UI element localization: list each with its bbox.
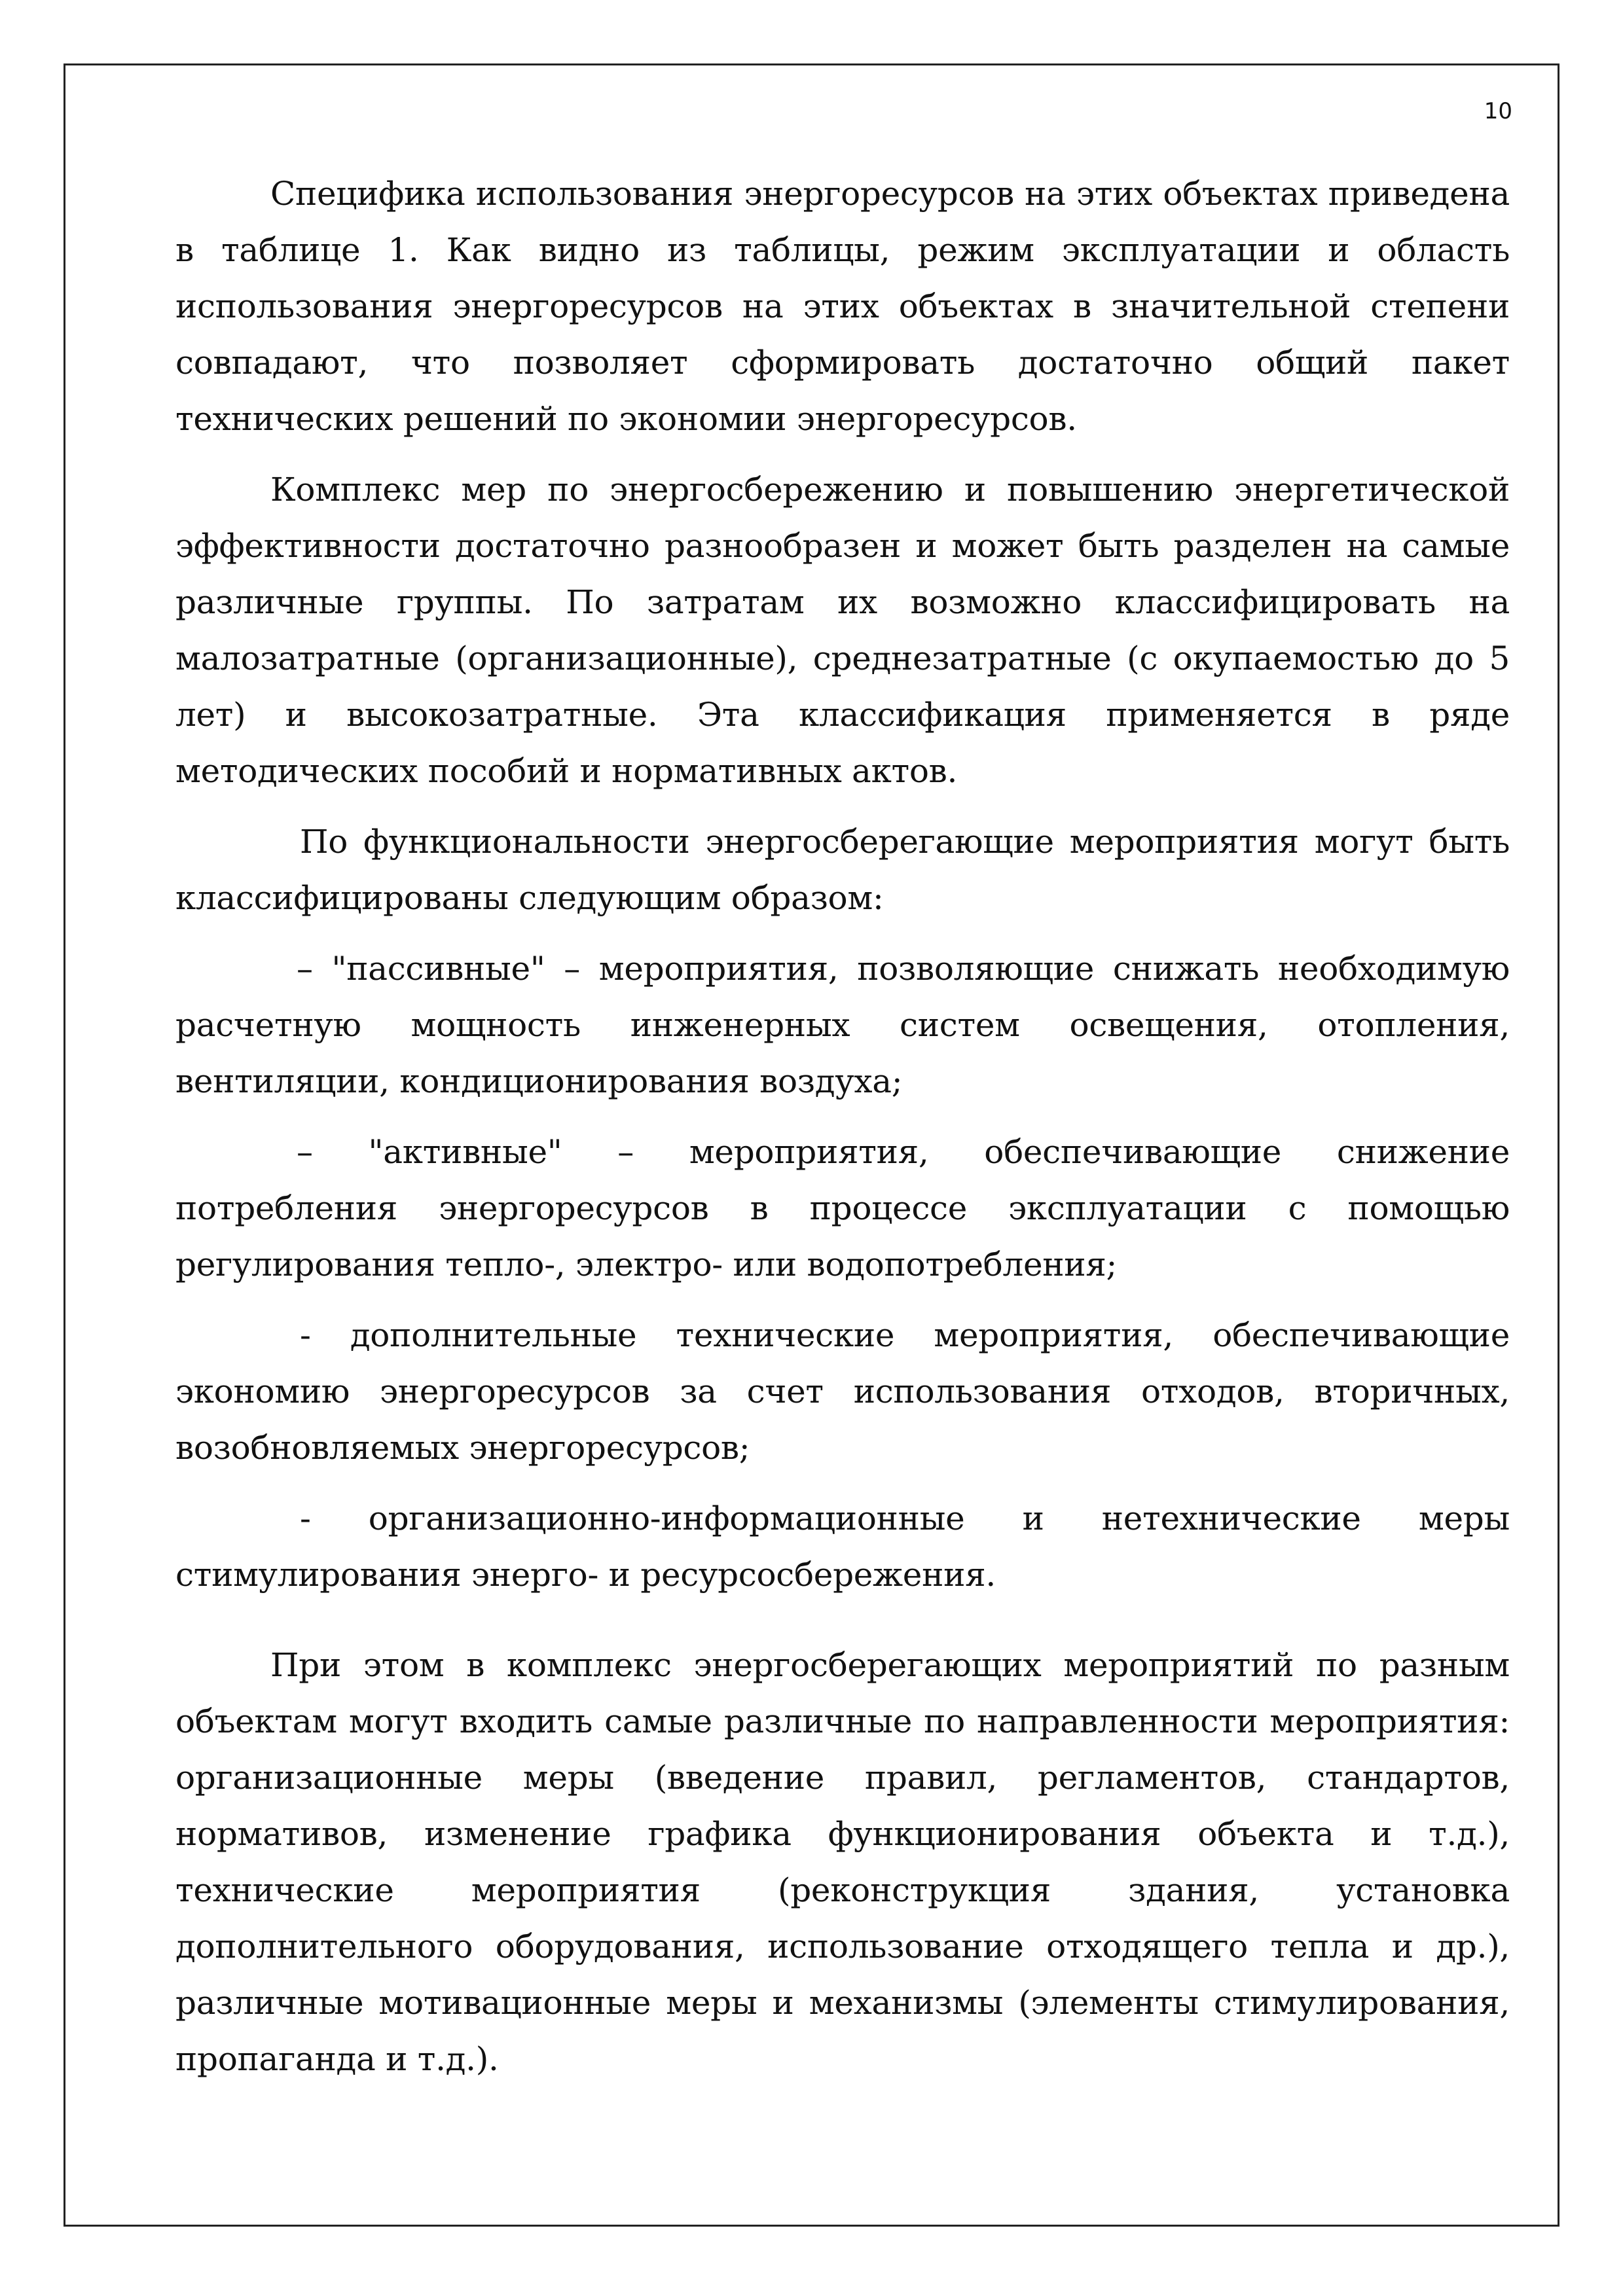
list-item-organizational: - организационно-информационные и нетехнические меры стимулирования энерго- и ресурсосбережения. — [175, 1499, 1510, 1594]
paragraph-functional-classification: По функциональности энергосберегающие мероприятия могут быть классифицированы следующим образом: — [175, 823, 1510, 917]
list-item-additional-technical: - дополнительные технические мероприятия, обеспечивающие экономию энергоресурсов за счет использования отходов, вторичных, возобновляемых энергоресурсов; — [175, 1316, 1510, 1467]
paragraph-energy-specifics: Специфика использования энергоресурсов на этих объектах приведена в таблице 1. Как видно из таблицы, режим эксплуатации и область использования энергоресурсов на этих объектах в значительной степени совпадают, что позволяет сформировать достаточно общий пакет технических решений по экономии энергоресурсов. — [175, 175, 1510, 438]
list-item-active: – "активные" – мероприятия, обеспечивающие снижение потребления энергоресурсов в процессе эксплуатации с помощью регулирования тепло-, электро- или водопотребления; — [175, 1133, 1510, 1283]
document-body — [175, 166, 1510, 2102]
paragraph-measures-complex: Комплекс мер по энергосбережению и повышению энергетической эффективности достаточно разнообразен и может быть разделен на самые различные группы. По затратам их возможно классифицировать на малозатратные (организационные), среднезатратные (с окупаемостью до 5 лет) и высокозатратные. Эта классификация применяется в ряде методических пособий и нормативных актов. — [175, 471, 1510, 790]
paragraph-measures-directions: При этом в комплекс энергосберегающих мероприятий по разным объектам могут входить самые различные по направленности мероприятия: организационные меры (введение правил, регламентов, стандартов, нормативов, изменение графика функционирования объекта и т.д.), технические мероприятия (реконструкция здания, установка дополнительного оборудования, использование отходящего тепла и др.), различные мотивационные меры и механизмы (элементы стимулирования, пропаганда и т.д.). — [175, 1646, 1510, 2078]
page-number: 10 — [1484, 98, 1512, 124]
list-item-passive: – "пассивные" – мероприятия, позволяющие снижать необходимую расчетную мощность инженерных систем освещения, отопления, вентиляции, кондиционирования воздуха; — [175, 950, 1510, 1100]
